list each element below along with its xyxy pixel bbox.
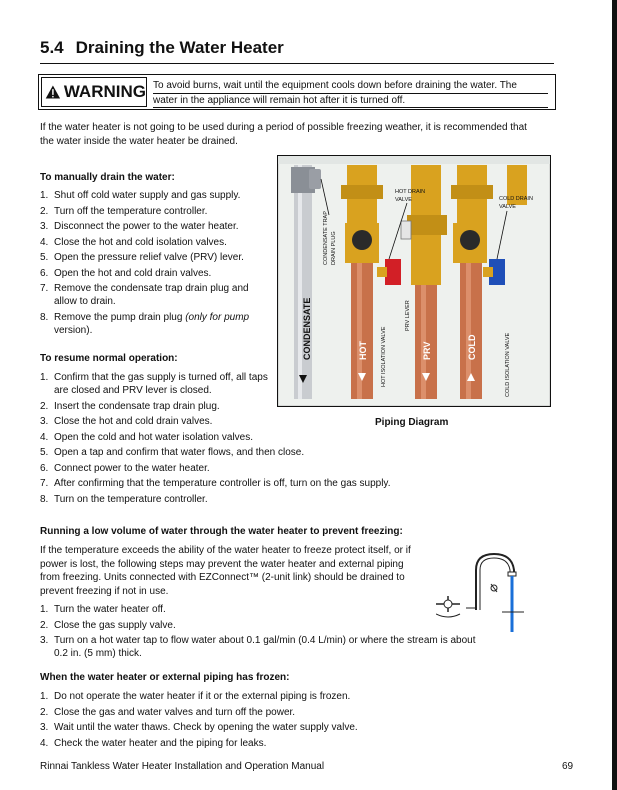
low-volume-step-2: 2. Close the gas supply valve. [40,619,176,631]
manual-drain-step-8: 8. Remove the pump drain plug (only for pump version). [40,311,250,336]
manual-drain-step-3: 3. Disconnect the power to the water heater. [40,221,239,232]
warning-box [38,74,556,110]
prv-lever [401,221,411,239]
warning-line-1: To avoid burns, wait until the equipment cools down before draining the water. The [153,79,548,94]
piping-diagram [277,155,551,407]
low-volume-line-1: If the temperature exceeds the ability of the water heater to freeze protect itself, or if [40,545,411,556]
diagram-caption: Piping Diagram [375,417,449,428]
low-volume-step-1: 1. Turn the water heater off. [40,604,166,615]
low-volume-line-2: power is lost, the following steps may prevent the water heater and external piping [40,558,404,570]
low-volume-step-3: 3. Turn on a hot water tap to flow water about 0.1 gal/min (0.4 L/min) or where the stream is about 0.2 in. (5 mm) thick. [40,635,476,659]
manual-drain-steps [40,189,270,339]
hot-drain-handle [385,259,401,285]
footer-title: Rinnai Tankless Water Heater Installation and Operation Manual [40,761,325,772]
manual-drain-step-1: 1. Shut off cold water supply and gas supply. [40,190,241,201]
cold-drain-label-2: VALVE [499,204,516,210]
resume-step-3: 3. Close the hot and cold drain valves. [40,416,213,427]
low-volume-line-3: from freezing. Units connected with EZConnect™ (2-unit link) should be drained to [40,572,405,583]
warning-text [153,79,548,108]
faucet-icon [436,548,528,634]
manual-drain-step-5: 5. Open the pressure relief valve (PRV) lever. [40,252,244,263]
resume-step-1: 1. Confirm that the gas supply is turned off, all taps are closed and PRV lever is closed. [40,372,268,396]
cold-label: COLD [467,334,477,360]
section-title: 5.4 Draining the Water Heater [40,38,284,57]
frozen-step-4: 4. Check the water heater and the piping for leaks. [40,737,267,749]
manual-drain-step-4: 4. Close the hot and cold isolation valves. [40,236,227,248]
intro-paragraph: If the water heater is not going to be used during a period of possible freezing weather, it is recommended that the water inside the water heater be drained. [40,122,527,147]
resume-step-4: 4. Open the cold and hot water isolation valves. [40,431,254,443]
prv-lever-label: PRV LEVER [405,300,411,331]
page-number: 69 [562,761,574,772]
resume-step-2: 2. Insert the condensate trap drain plug. [40,400,220,412]
page-edge-bar [612,0,617,790]
resume-heading: To resume normal operation: [40,353,178,364]
condensate-pipe [294,165,312,399]
resume-step-6: 6. Connect power to the water heater. [40,462,210,474]
hot-iso-label: HOT ISOLATION VALVE [381,326,387,387]
trap-drain-plug [309,169,321,189]
manual-drain-heading: To manually drain the water: [40,172,175,183]
frozen-step-2: 2. Close the gas and water valves and turn off the power. [40,706,296,718]
hot-label: HOT [358,341,368,360]
manual-drain-step-6: 6. Open the hot and cold drain valves. [40,267,212,279]
cold-drain-label-1: COLD DRAIN [499,196,533,202]
warning-line-2: water in the appliance will remain hot after it is turned off. [153,94,548,109]
resume-step-5: 5. Open a tap and confirm that water flows, and then close. [40,447,305,458]
warning-icon [45,82,61,102]
hot-drain-label-2: VALVE [395,197,412,203]
frozen-heading: When the water heater or external piping has frozen: [40,672,290,683]
low-volume-paragraph [40,544,440,598]
warning-label: WARNING [41,77,147,107]
frozen-steps [40,690,500,752]
condensate-label: CONDENSATE [302,297,312,360]
manual-drain-step-7: 7. Remove the condensate trap drain plug and allow to drain. [40,283,249,307]
low-volume-heading: Running a low volume of water through the water heater to prevent freezing: [40,526,403,537]
title-divider [40,63,554,64]
trap-plug-label-2: DRAIN PLUG [331,231,337,265]
low-volume-line-4: prevent freezing if not in use. [40,585,169,597]
frozen-step-3: 3. Wait until the water thaws. Check by opening the water supply valve. [40,722,358,733]
resume-step-8: 8. Turn on the temperature controller. [40,493,208,505]
resume-step-7: 7. After confirming that the temperature controller is off, turn on the gas supply. [40,478,391,489]
prv-label: PRV [422,341,432,360]
manual-drain-step-2: 2. Turn off the temperature controller. [40,205,208,217]
trap-plug-label-1: CONDENSATE TRAP [323,211,329,265]
cold-iso-label: COLD ISOLATION VALVE [505,332,511,397]
frozen-step-1: 1. Do not operate the water heater if it or the external piping is frozen. [40,691,351,702]
hot-drain-label-1: HOT DRAIN [395,189,426,195]
